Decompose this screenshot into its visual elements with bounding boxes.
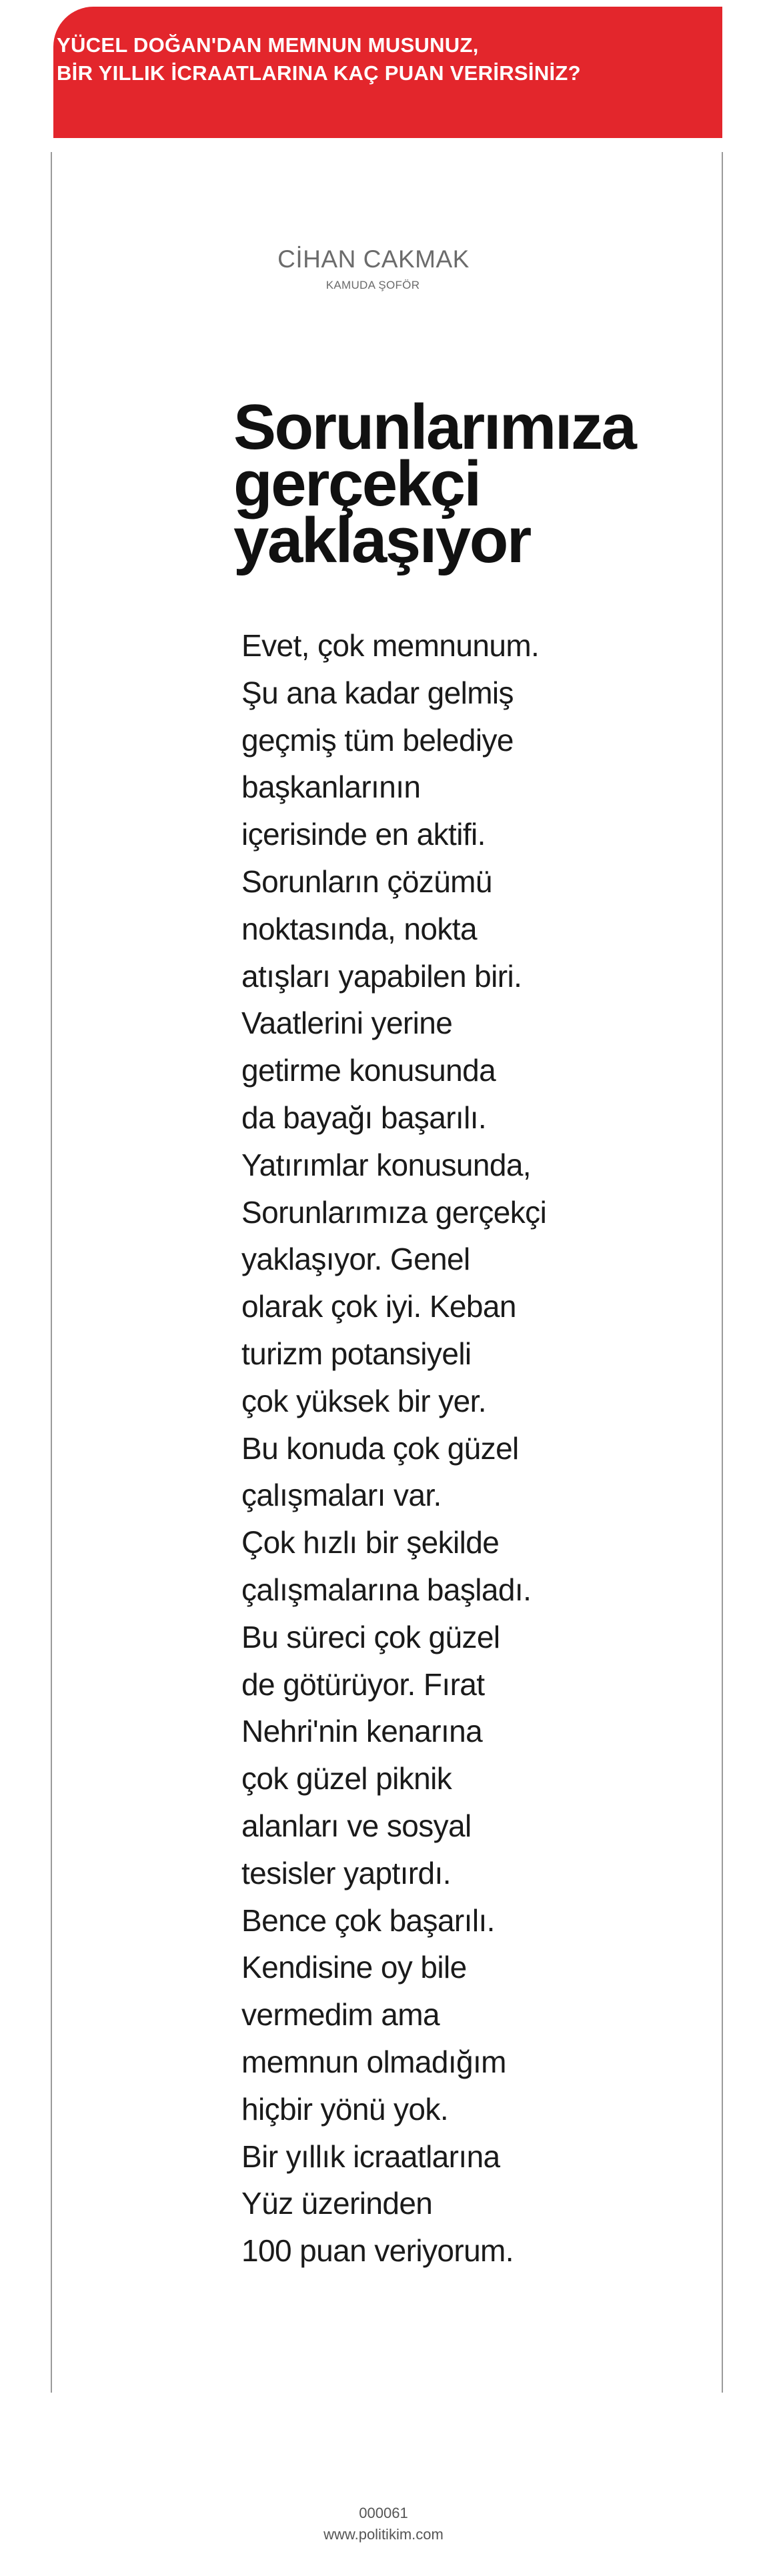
- article-line: yaklaşıyor. Genel: [241, 1242, 470, 1277]
- article-line: Sorunların çözümü: [241, 864, 492, 899]
- article-line: olarak çok iyi. Keban: [241, 1289, 516, 1324]
- banner-line: YÜCEL DOĞAN'DAN MEMNUN MUSUNUZ,: [57, 33, 479, 57]
- article-line: noktasında, nokta: [241, 911, 477, 946]
- article-line: Yüz üzerinden: [241, 2186, 433, 2221]
- right-divider-line: [722, 152, 723, 2393]
- article-line: Yatırımlar konusunda,: [241, 1147, 531, 1182]
- article-line: Kendisine oy bile: [241, 1950, 467, 1985]
- author-name: CİHAN CAKMAK: [277, 245, 470, 273]
- author-role: KAMUDA ŞOFÖR: [325, 279, 420, 291]
- article-line: Bu konuda çok güzel: [241, 1430, 519, 1466]
- banner-line: BİR YILLIK İCRAATLARINA KAÇ PUAN VERİRSİNİZ?: [57, 61, 581, 85]
- article-line: getirme konusunda: [241, 1053, 496, 1088]
- page-code: 000061: [359, 2505, 408, 2521]
- article-line: turizm potansiyeli: [241, 1336, 472, 1371]
- banner-question: [57, 31, 581, 87]
- article-line: atışları yapabilen biri.: [241, 958, 522, 994]
- article-line: da bayağı başarılı.: [241, 1100, 487, 1135]
- article-line: geçmiş tüm belediye: [241, 722, 514, 758]
- article-body: [241, 622, 546, 2275]
- article-line: başkanlarının: [241, 770, 421, 805]
- article-line: çok güzel piknik: [241, 1761, 452, 1796]
- article-line: Sorunlarımıza gerçekçi: [241, 1194, 547, 1230]
- article-line: de götürüyor. Fırat: [241, 1666, 485, 1702]
- article-line: tesisler yaptırdı.: [241, 1855, 451, 1890]
- headline-line: yaklaşıyor: [233, 505, 530, 576]
- article-line: Evet, çok memnunum.: [241, 628, 540, 663]
- article-line: memnun olmadığım: [241, 2044, 506, 2079]
- article-line: Bu süreci çok güzel: [241, 1619, 500, 1654]
- left-divider-line: [51, 152, 52, 2393]
- article-line: Çok hızlı bir şekilde: [241, 1525, 500, 1560]
- article-line: içerisinde en aktifi.: [241, 817, 486, 852]
- article-line: Şu ana kadar gelmiş: [241, 675, 514, 710]
- article-line: Nehri'nin kenarına: [241, 1714, 483, 1749]
- website-url: www.politikim.com: [323, 2526, 444, 2543]
- article-line: Bence çok başarılı.: [241, 1902, 495, 1938]
- headline-line: gerçekçi: [233, 448, 480, 519]
- article-line: 100 puan veriyorum.: [241, 2233, 514, 2269]
- article-line: Bir yıllık icraatlarına: [241, 2139, 500, 2174]
- article-line: vermedim ama: [241, 1997, 440, 2033]
- article-line: çok yüksek bir yer.: [241, 1383, 486, 1418]
- headline: [233, 391, 636, 576]
- article-line: hiçbir yönü yok.: [241, 2091, 448, 2127]
- article-line: alanları ve sosyal: [241, 1808, 472, 1843]
- article-line: Vaatlerini yerine: [241, 1006, 453, 1041]
- article-line: çalışmaları var.: [241, 1478, 442, 1513]
- article-line: çalışmalarına başladı.: [241, 1572, 532, 1607]
- headline-line: Sorunlarımıza: [233, 391, 636, 463]
